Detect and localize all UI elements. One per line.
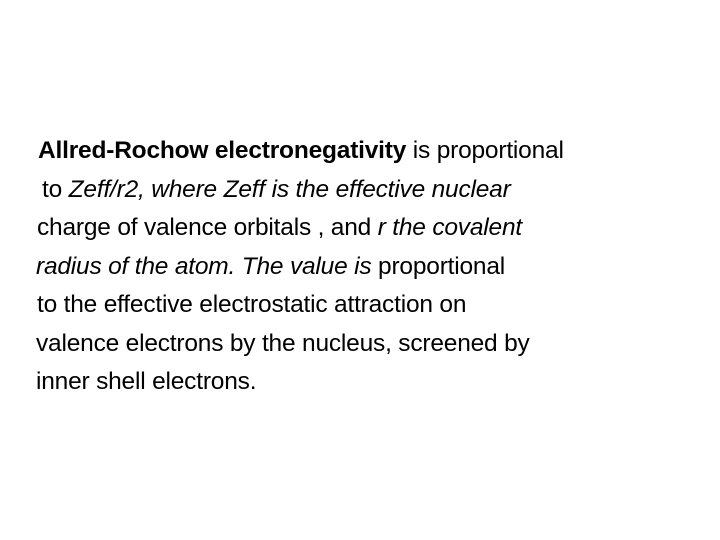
line-2-formula-text: Zeff/r2, where Zeff is the effective nuclear bbox=[68, 175, 511, 203]
paragraph-line-3 bbox=[36, 209, 696, 248]
term-allred-rochow-electronegativity: Allred-Rochow electronegativity bbox=[38, 137, 407, 164]
line-3-italic-text: r the covalent bbox=[377, 214, 522, 241]
paragraph-line-1 bbox=[36, 132, 696, 171]
body-paragraph bbox=[36, 132, 696, 402]
paragraph-line-2 bbox=[36, 171, 696, 210]
line-3-text: charge of valence orbitals , and bbox=[37, 214, 378, 241]
line-2-text: to bbox=[42, 175, 69, 203]
line-4-text: proportional bbox=[371, 252, 506, 280]
paragraph-line-7: inner shell electrons. bbox=[36, 368, 257, 395]
line-4-italic-text: radius of the atom. The value is bbox=[36, 252, 372, 280]
paragraph-line-4 bbox=[36, 248, 696, 287]
line-1-text: is proportional bbox=[406, 137, 564, 164]
paragraph-line-6: valence electrons by the nucleus, screened by bbox=[36, 329, 530, 357]
paragraph-line-5: to the effective electrostatic attraction on bbox=[37, 291, 467, 318]
